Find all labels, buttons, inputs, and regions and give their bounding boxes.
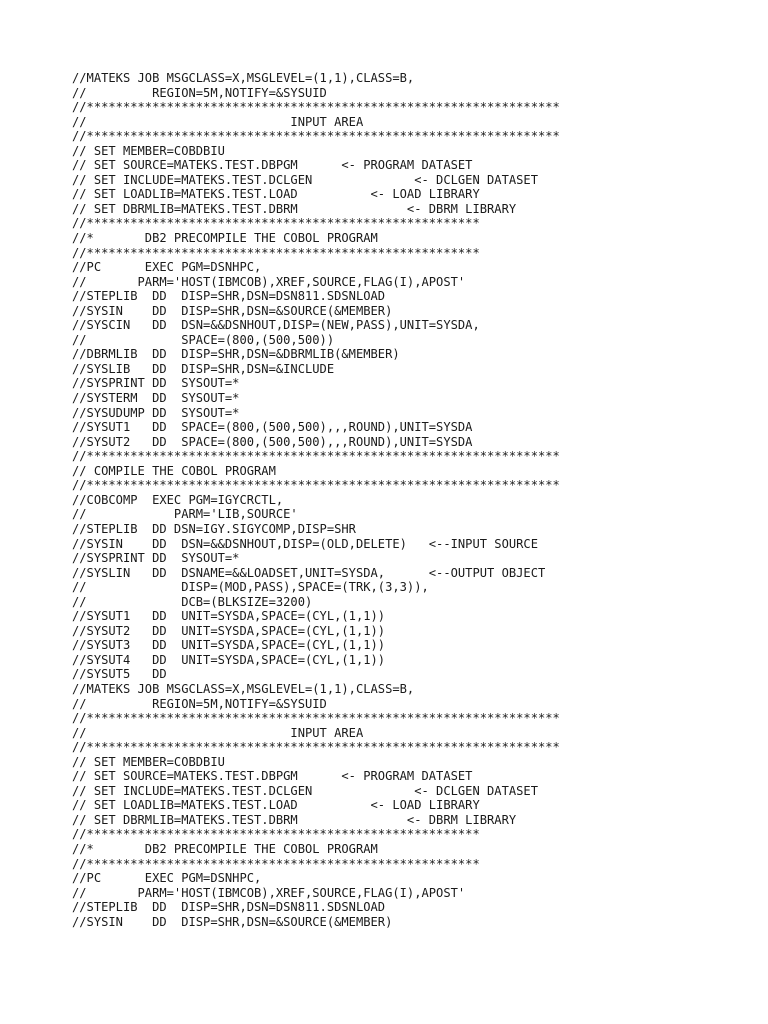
jcl-line: // INPUT AREA <box>72 114 364 129</box>
jcl-line: //SYSPRINT DD SYSOUT=* <box>72 376 240 391</box>
jcl-line: //***************************************************************** <box>72 711 560 726</box>
jcl-line: //***************************************************************** <box>72 478 560 493</box>
jcl-line: //SYSUT2 DD UNIT=SYSDA,SPACE=(CYL,(1,1)) <box>72 623 386 638</box>
jcl-line: //PC EXEC PGM=DSNHPC, <box>72 871 262 886</box>
jcl-line: // COMPILE THE COBOL PROGRAM <box>72 463 276 478</box>
jcl-line: // DCB=(BLKSIZE=3200) <box>72 594 313 609</box>
jcl-line: //SYSTERM DD SYSOUT=* <box>72 391 240 406</box>
jcl-line: //SYSUT3 DD UNIT=SYSDA,SPACE=(CYL,(1,1)) <box>72 638 386 653</box>
jcl-line: //SYSUT1 DD UNIT=SYSDA,SPACE=(CYL,(1,1)) <box>72 609 386 624</box>
jcl-line: //MATEKS JOB MSGCLASS=X,MSGLEVEL=(1,1),CLASS=B, <box>72 71 415 85</box>
jcl-line: // SET SOURCE=MATEKS.TEST.DBPGM <- PROGRAM DATASET <box>72 158 473 173</box>
jcl-line: //***************************************************************** <box>72 129 560 144</box>
jcl-line: //PC EXEC PGM=DSNHPC, <box>72 260 262 275</box>
jcl-line: //SYSLIN DD DSNAME=&&LOADSET,UNIT=SYSDA, <--OUTPUT OBJECT <box>72 565 546 580</box>
jcl-line: //***************************************************************** <box>72 740 560 755</box>
jcl-line: //SYSCIN DD DSN=&&DSNHOUT,DISP=(NEW,PASS),UNIT=SYSDA, <box>72 318 480 333</box>
jcl-line: //SYSUT4 DD UNIT=SYSDA,SPACE=(CYL,(1,1)) <box>72 652 386 667</box>
jcl-line: //STEPLIB DD DISP=SHR,DSN=DSN811.SDSNLOAD <box>72 900 386 915</box>
jcl-line: // SET DBRMLIB=MATEKS.TEST.DBRM <- DBRM LIBRARY <box>72 201 517 216</box>
jcl-line: // SET SOURCE=MATEKS.TEST.DBPGM <- PROGRAM DATASET <box>72 769 473 784</box>
jcl-line: //SYSPRINT DD SYSOUT=* <box>72 551 240 566</box>
jcl-line: //MATEKS JOB MSGCLASS=X,MSGLEVEL=(1,1),CLASS=B, <box>72 681 415 696</box>
jcl-line: // PARM='HOST(IBMCOB),XREF,SOURCE,FLAG(I),APOST' <box>72 885 466 900</box>
jcl-line: //SYSUT1 DD SPACE=(800,(500,500),,,ROUND),UNIT=SYSDA <box>72 420 473 435</box>
jcl-line: //SYSIN DD DISP=SHR,DSN=&SOURCE(&MEMBER) <box>72 303 393 318</box>
jcl-line: //STEPLIB DD DSN=IGY.SIGYCOMP,DISP=SHR <box>72 521 356 536</box>
jcl-line: //STEPLIB DD DISP=SHR,DSN=DSN811.SDSNLOAD <box>72 289 386 304</box>
jcl-line: // DISP=(MOD,PASS),SPACE=(TRK,(3,3)), <box>72 580 429 595</box>
jcl-line: //SYSIN DD DSN=&&DSNHOUT,DISP=(OLD,DELETE) <--INPUT SOURCE <box>72 536 538 551</box>
jcl-line: //* DB2 PRECOMPILE THE COBOL PROGRAM <box>72 231 378 246</box>
jcl-line: // SET DBRMLIB=MATEKS.TEST.DBRM <- DBRM LIBRARY <box>72 812 517 827</box>
jcl-line: //SYSIN DD DISP=SHR,DSN=&SOURCE(&MEMBER) <box>72 914 393 929</box>
jcl-line: //COBCOMP EXEC PGM=IGYCRCTL, <box>72 492 284 507</box>
jcl-line: // PARM='HOST(IBMCOB),XREF,SOURCE,FLAG(I),APOST' <box>72 274 466 289</box>
jcl-line: // SET MEMBER=COBDBIU <box>72 143 225 158</box>
jcl-line: // REGION=5M,NOTIFY=&SYSUID <box>72 85 327 100</box>
jcl-line: //SYSUDUMP DD SYSOUT=* <box>72 405 240 420</box>
jcl-line: //****************************************************** <box>72 856 480 871</box>
jcl-line: //****************************************************** <box>72 245 480 260</box>
jcl-line: // SET MEMBER=COBDBIU <box>72 754 225 769</box>
jcl-listing <box>72 71 560 929</box>
jcl-line: //SYSUT2 DD SPACE=(800,(500,500),,,ROUND),UNIT=SYSDA <box>72 434 473 449</box>
jcl-line: //SYSLIB DD DISP=SHR,DSN=&INCLUDE <box>72 361 335 376</box>
jcl-line: // SET LOADLIB=MATEKS.TEST.LOAD <- LOAD LIBRARY <box>72 187 480 202</box>
jcl-line: // INPUT AREA <box>72 725 364 740</box>
jcl-line: //****************************************************** <box>72 216 480 231</box>
jcl-line: // REGION=5M,NOTIFY=&SYSUID <box>72 696 327 711</box>
jcl-line: // SET INCLUDE=MATEKS.TEST.DCLGEN <- DCLGEN DATASET <box>72 172 538 187</box>
jcl-line: // SET LOADLIB=MATEKS.TEST.LOAD <- LOAD LIBRARY <box>72 798 480 813</box>
jcl-line: //SYSUT5 DD <box>72 667 167 682</box>
jcl-line: //* DB2 PRECOMPILE THE COBOL PROGRAM <box>72 841 378 856</box>
jcl-line: //***************************************************************** <box>72 100 560 115</box>
jcl-line: //****************************************************** <box>72 827 480 842</box>
jcl-line: // SPACE=(800,(500,500)) <box>72 332 335 347</box>
jcl-line: //***************************************************************** <box>72 449 560 464</box>
jcl-line: // PARM='LIB,SOURCE' <box>72 507 298 522</box>
jcl-line: //DBRMLIB DD DISP=SHR,DSN=&DBRMLIB(&MEMBER) <box>72 347 400 362</box>
jcl-line: // SET INCLUDE=MATEKS.TEST.DCLGEN <- DCLGEN DATASET <box>72 783 538 798</box>
